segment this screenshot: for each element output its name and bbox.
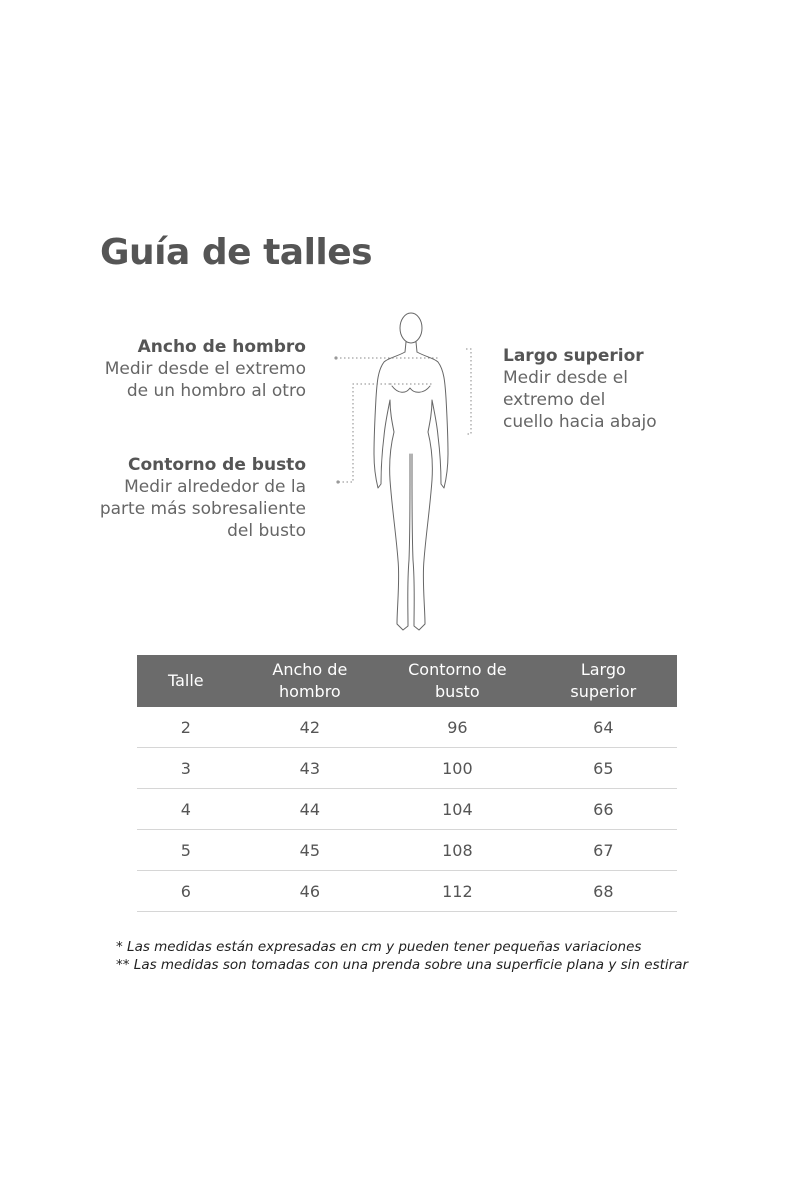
header-line: superior bbox=[570, 682, 637, 701]
length-annotation bbox=[503, 345, 703, 433]
cell-busto: 96 bbox=[385, 707, 530, 748]
bust-heading: Contorno de busto bbox=[128, 455, 306, 475]
header-largo-superior bbox=[530, 655, 677, 707]
cell-hombro: 46 bbox=[235, 871, 385, 912]
shoulder-text-line: Medir desde el extremo bbox=[104, 359, 306, 379]
bust-leader-dot bbox=[336, 480, 339, 483]
header-line: Contorno de bbox=[408, 660, 507, 679]
footnote: ** Las medidas son tomadas con una prenda sobre una superficie plana y sin estirar bbox=[116, 957, 689, 973]
table-row bbox=[137, 707, 677, 748]
cell-talle: 5 bbox=[137, 830, 235, 871]
shoulder-text-line: de un hombro al otro bbox=[126, 381, 306, 401]
cell-talle: 2 bbox=[137, 707, 235, 748]
figure-bust bbox=[392, 386, 430, 392]
header-talle-line: Talle bbox=[167, 671, 204, 690]
cell-busto: 100 bbox=[385, 748, 530, 789]
header-line: Largo bbox=[580, 660, 626, 679]
length-text-line: extremo del bbox=[503, 390, 606, 410]
header-talle bbox=[137, 655, 235, 707]
table-row bbox=[137, 789, 677, 830]
cell-hombro: 42 bbox=[235, 707, 385, 748]
header-line: Ancho de bbox=[272, 660, 348, 679]
header-line: hombro bbox=[279, 682, 341, 701]
footnotes bbox=[116, 938, 688, 974]
table-row bbox=[137, 748, 677, 789]
shoulder-heading: Ancho de hombro bbox=[137, 337, 306, 357]
shoulder-leader-dot bbox=[334, 356, 337, 359]
shoulder-annotation bbox=[96, 336, 306, 402]
length-text-line: cuello hacia abajo bbox=[503, 412, 657, 432]
cell-talle: 4 bbox=[137, 789, 235, 830]
cell-hombro: 44 bbox=[235, 789, 385, 830]
figure-left-outline bbox=[374, 352, 410, 630]
cell-largo: 64 bbox=[530, 707, 677, 748]
figure-head bbox=[400, 313, 422, 343]
bust-text-line: del busto bbox=[227, 521, 306, 541]
header-line: busto bbox=[435, 682, 480, 701]
header-contorno-busto bbox=[385, 655, 530, 707]
table-row bbox=[137, 830, 677, 871]
footnote: * Las medidas están expresadas en cm y pueden tener pequeñas variaciones bbox=[116, 939, 642, 955]
cell-largo: 65 bbox=[530, 748, 677, 789]
cell-largo: 68 bbox=[530, 871, 677, 912]
cell-talle: 6 bbox=[137, 871, 235, 912]
bust-annotation bbox=[96, 454, 306, 542]
bust-leader-line bbox=[338, 384, 390, 482]
size-table bbox=[137, 655, 677, 912]
cell-largo: 66 bbox=[530, 789, 677, 830]
cell-busto: 112 bbox=[385, 871, 530, 912]
page-title: Guía de talles bbox=[100, 232, 373, 273]
length-heading: Largo superior bbox=[503, 346, 644, 366]
cell-talle: 3 bbox=[137, 748, 235, 789]
bust-text-line: parte más sobresaliente bbox=[99, 499, 306, 519]
cell-hombro: 45 bbox=[235, 830, 385, 871]
table-row bbox=[137, 871, 677, 912]
length-text-line: Medir desde el bbox=[503, 368, 628, 388]
cell-busto: 108 bbox=[385, 830, 530, 871]
header-ancho-hombro bbox=[235, 655, 385, 707]
body-figure-illustration bbox=[330, 308, 480, 638]
cell-busto: 104 bbox=[385, 789, 530, 830]
length-measure-bracket bbox=[466, 349, 471, 434]
cell-largo: 67 bbox=[530, 830, 677, 871]
cell-hombro: 43 bbox=[235, 748, 385, 789]
size-table-header-row bbox=[137, 655, 677, 707]
bust-text-line: Medir alrededor de la bbox=[124, 477, 306, 497]
figure-right-outline bbox=[412, 352, 448, 630]
